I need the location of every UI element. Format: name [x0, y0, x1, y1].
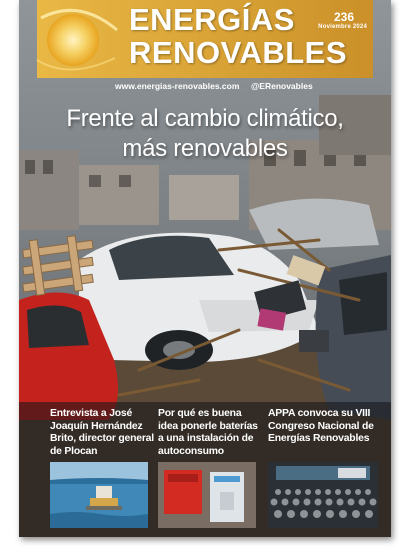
- issue-date: Noviembre 2024: [318, 24, 367, 30]
- magazine-cover: [19, 0, 391, 537]
- story-batteries-selfconsumption[interactable]: Por qué es buena idea ponerle baterías a una instalación de autoconsumo: [158, 408, 258, 457]
- wooden-pallet: [23, 236, 94, 296]
- cover-headline: [19, 104, 391, 164]
- story-plocan-interview[interactable]: Entrevista a José Joaquín Hernández Brito, director general de Plocan: [50, 408, 154, 457]
- magazine-title-line2: RENOVABLES: [129, 35, 348, 70]
- headline-line1: Frente al cambio climático,: [66, 105, 344, 132]
- social-handle[interactable]: @ERenovables: [251, 81, 313, 91]
- story-appa-congress[interactable]: APPA convoca su VIII Congreso Nacional de Energías Renovables: [268, 408, 374, 445]
- thumb-offshore-platform[interactable]: [50, 462, 148, 528]
- website-link[interactable]: www.energias-renovables.com: [115, 81, 240, 91]
- issue-number: 236: [333, 10, 354, 24]
- magazine-title-line1: ENERGÍAS: [129, 2, 295, 37]
- masthead: [37, 0, 373, 78]
- headline-line2: más renovables: [122, 135, 288, 162]
- thumb-battery-units[interactable]: [158, 462, 256, 528]
- thumb-congress-audience[interactable]: [268, 462, 378, 528]
